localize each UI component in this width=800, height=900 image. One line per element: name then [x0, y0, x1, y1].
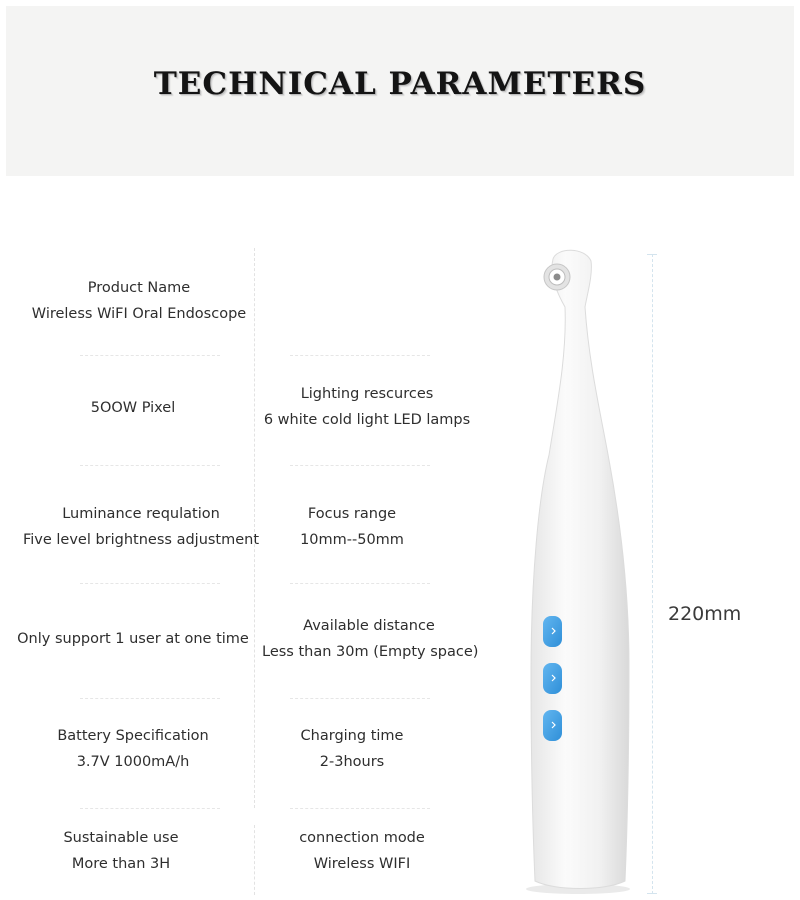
row-divider — [290, 465, 430, 466]
param-label: Available distance — [303, 618, 435, 634]
param-label: Lighting rescurces — [300, 386, 434, 402]
param-value: 2-3hours — [319, 754, 385, 770]
row-divider — [80, 355, 220, 356]
row-divider — [290, 355, 430, 356]
param-focus-range — [262, 501, 442, 553]
dimension-tick-bottom — [647, 893, 657, 894]
param-label: Battery Specification — [57, 728, 209, 744]
button-icon — [543, 663, 562, 694]
param-value: 3.7V 1000mA/h — [76, 754, 190, 770]
param-label: 5OOW Pixel — [90, 400, 176, 416]
param-available-distance — [262, 613, 479, 665]
param-label: connection mode — [299, 830, 425, 846]
param-label: Charging time — [300, 728, 404, 744]
column-divider — [254, 825, 255, 895]
param-value: Wireless WIFI — [313, 856, 411, 872]
dimension-tick-top — [647, 254, 657, 255]
param-label: Focus range — [307, 506, 397, 522]
param-charging-time — [262, 723, 442, 775]
row-divider — [290, 808, 430, 809]
header-banner — [6, 6, 794, 176]
row-divider — [80, 465, 220, 466]
row-divider — [80, 698, 220, 699]
param-value: Less than 30m (Empty space) — [262, 644, 479, 660]
row-divider — [290, 698, 430, 699]
param-lighting — [262, 381, 472, 433]
param-value: Wireless WiFI Oral Endoscope — [31, 306, 247, 322]
param-value: 10mm--50mm — [300, 532, 404, 548]
dimension-label: 220mm — [668, 603, 742, 625]
param-product-name — [16, 275, 262, 327]
param-label: Luminance requlation — [62, 506, 220, 522]
button-icon — [543, 616, 562, 647]
param-value: Five level brightness adjustment — [22, 532, 260, 548]
row-divider — [290, 583, 430, 584]
param-connection-mode — [262, 825, 462, 877]
param-users — [10, 626, 256, 652]
page-title: TECHNICAL PARAMETERS — [153, 66, 647, 102]
device-body — [531, 250, 629, 888]
dimension-line — [652, 254, 653, 894]
endoscope-device-image — [505, 245, 645, 897]
param-luminance — [16, 501, 266, 553]
param-value: 6 white cold light LED lamps — [263, 412, 471, 428]
param-label: Only support 1 user at one time — [17, 631, 249, 647]
button-icon — [543, 710, 562, 741]
param-battery — [16, 723, 250, 775]
row-divider — [80, 583, 220, 584]
param-label: Sustainable use — [63, 830, 179, 846]
param-label: Product Name — [87, 280, 191, 296]
param-value: More than 3H — [71, 856, 171, 872]
param-sustainable-use — [16, 825, 226, 877]
row-divider — [80, 808, 220, 809]
param-pixel — [16, 395, 250, 421]
